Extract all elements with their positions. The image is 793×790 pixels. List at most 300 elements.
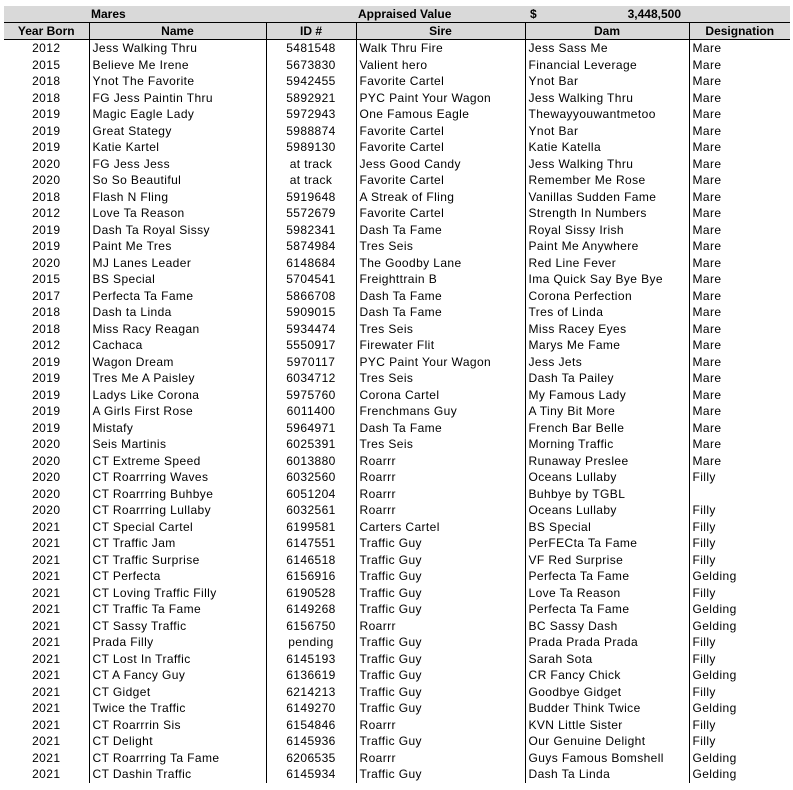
year-born-cell: 2021 [32,519,61,534]
table-row [4,222,790,239]
id-cell: 6149268 [266,601,356,618]
designation-cell: Mare [689,73,790,90]
currency-symbol: $ [530,7,537,21]
sire-cell: Walk Thru Fire [356,40,525,57]
dam-cell: KVN Little Sister [525,717,689,734]
year-born-cell: 2012 [32,338,61,352]
sire-cell: Traffic Guy [356,733,525,750]
dam-cell: A Tiny Bit More [525,403,689,420]
year-born-cell: 2021 [32,684,61,699]
designation-cell: Mare [689,420,790,437]
designation-cell: Mare [689,436,790,453]
name-cell: Seis Martinis [89,436,266,453]
name-cell: Tres Me A Paisley [89,370,266,387]
name-cell: Jess Walking Thru [89,40,266,57]
id-cell: 6154846 [266,717,356,734]
designation-cell: Mare [689,321,790,338]
designation-cell: Mare [689,387,790,404]
dam-cell: Prada Prada Prada [525,634,689,651]
designation-cell: Mare [689,90,790,107]
sire-cell: Tres Seis [356,370,525,387]
table-row [4,205,790,222]
id-cell: at track [266,156,356,173]
id-cell: 6156750 [266,618,356,635]
id-cell: at track [266,172,356,189]
year-born-cell: 2020 [32,453,61,468]
name-cell: Great Stategy [89,123,266,140]
id-cell: 5673830 [266,57,356,74]
header-dam: Dam [525,23,689,40]
designation-cell: Filly [689,634,790,651]
sire-cell: Roarrr [356,717,525,734]
year-born-cell: 2019 [32,404,61,418]
sire-cell: Dash Ta Fame [356,304,525,321]
table-row [4,57,790,74]
table-row [4,354,790,371]
designation-cell: Mare [689,354,790,371]
year-born-cell: 2018 [32,321,61,336]
sire-cell: Firewater Flit [356,337,525,354]
dam-cell: VF Red Surprise [525,552,689,569]
year-born-cell: 2018 [32,305,61,319]
id-cell: 6148684 [266,255,356,272]
table-row [4,172,790,189]
sire-cell: Frenchmans Guy [356,403,525,420]
dam-cell: Jess Walking Thru [525,90,689,107]
header-year-born: Year Born [4,23,89,40]
header-id: ID # [266,23,356,40]
sire-cell: Valient hero [356,57,525,74]
designation-cell: Filly [689,733,790,750]
sire-cell: Favorite Cartel [356,172,525,189]
name-cell: Katie Kartel [89,139,266,156]
year-born-cell: 2019 [32,387,61,402]
sire-cell: Roarrr [356,502,525,519]
id-cell: 6156916 [266,568,356,585]
designation-cell: Filly [689,502,790,519]
year-born-cell: 2019 [32,140,61,154]
dam-cell: Jess Sass Me [525,40,689,57]
year-born-cell: 2021 [32,536,61,550]
sire-cell: Favorite Cartel [356,139,525,156]
table-row [4,403,790,420]
dam-cell: BS Special [525,519,689,536]
designation-cell: Filly [689,651,790,668]
header-designation: Designation [689,23,790,40]
sire-cell: Traffic Guy [356,766,525,783]
name-cell: CT Sassy Traffic [89,618,266,635]
sire-cell: Tres Seis [356,321,525,338]
sire-cell: Traffic Guy [356,651,525,668]
table-row [4,700,790,717]
table-row [4,601,790,618]
year-born-cell: 2021 [32,668,61,682]
name-cell: CT Traffic Surprise [89,552,266,569]
dam-cell: Ynot Bar [525,123,689,140]
name-cell: CT Special Cartel [89,519,266,536]
designation-cell: Mare [689,106,790,123]
name-cell: So So Beautiful [89,172,266,189]
name-cell: Flash N Fling [89,189,266,206]
sire-cell: Traffic Guy [356,568,525,585]
sire-cell: Favorite Cartel [356,205,525,222]
designation-cell: Mare [689,304,790,321]
table-row [4,651,790,668]
title-blank-cell [689,6,790,23]
year-born-cell: 2019 [32,239,61,253]
sire-cell: PYC Paint Your Wagon [356,354,525,371]
sire-cell: One Famous Eagle [356,106,525,123]
designation-cell: Filly [689,684,790,701]
dam-cell: My Famous Lady [525,387,689,404]
table-row [4,370,790,387]
dam-cell: Sarah Sota [525,651,689,668]
dam-cell: Marys Me Fame [525,337,689,354]
id-cell: 6032561 [266,502,356,519]
dam-cell: Vanillas Sudden Fame [525,189,689,206]
sire-cell: Dash Ta Fame [356,222,525,239]
name-cell: CT Roarrrin Sis [89,717,266,734]
designation-cell: Mare [689,453,790,470]
designation-cell: Mare [689,172,790,189]
year-born-cell: 2020 [32,503,61,517]
title-blank-cell [4,6,89,23]
year-born-cell: 2020 [32,173,61,187]
dam-cell: Budder Think Twice [525,700,689,717]
year-born-cell: 2012 [32,206,61,220]
dam-cell: Financial Leverage [525,57,689,74]
designation-cell: Gelding [689,667,790,684]
id-cell: 5964971 [266,420,356,437]
dam-cell: Strength In Numbers [525,205,689,222]
table-row [4,73,790,90]
id-cell: 5975760 [266,387,356,404]
table-row [4,420,790,437]
id-cell: pending [266,634,356,651]
table-row [4,304,790,321]
id-cell: 6011400 [266,403,356,420]
id-cell: 5874984 [266,238,356,255]
year-born-cell: 2019 [32,222,61,237]
year-born-cell: 2019 [32,107,61,121]
name-cell: CT Traffic Jam [89,535,266,552]
name-cell: Perfecta Ta Fame [89,288,266,305]
name-cell: BS Special [89,271,266,288]
dam-cell: Dash Ta Pailey [525,370,689,387]
sire-cell: The Goodby Lane [356,255,525,272]
name-cell: FG Jess Paintin Thru [89,90,266,107]
sire-cell: Roarrr [356,618,525,635]
name-cell: Cachaca [89,337,266,354]
year-born-cell: 2019 [32,123,61,138]
year-born-cell: 2021 [32,750,61,765]
id-cell: 5989130 [266,139,356,156]
dam-cell: CR Fancy Chick [525,667,689,684]
table-row [4,288,790,305]
name-cell: CT Roarrring Lullaby [89,502,266,519]
name-cell: Dash ta Linda [89,304,266,321]
dam-cell: Jess Jets [525,354,689,371]
id-cell: 6032560 [266,469,356,486]
name-cell: CT Roarrring Buhbye [89,486,266,503]
designation-cell: Filly [689,469,790,486]
id-cell: 6199581 [266,519,356,536]
year-born-cell: 2021 [32,569,61,583]
id-cell: 5481548 [266,40,356,57]
header-name: Name [89,23,266,40]
id-cell: 6146518 [266,552,356,569]
table-row [4,717,790,734]
table-row [4,667,790,684]
year-born-cell: 2012 [32,41,61,55]
designation-cell: Gelding [689,618,790,635]
name-cell: Love Ta Reason [89,205,266,222]
dam-cell: Oceans Lullaby [525,502,689,519]
designation-cell: Mare [689,288,790,305]
dam-cell: Jess Walking Thru [525,156,689,173]
table-row [4,634,790,651]
dam-cell: Oceans Lullaby [525,469,689,486]
dam-cell: Morning Traffic [525,436,689,453]
dam-cell: Miss Racey Eyes [525,321,689,338]
year-born-cell: 2019 [32,371,61,385]
designation-cell: Mare [689,255,790,272]
year-born-cell: 2017 [32,288,61,303]
id-cell: 5550917 [266,337,356,354]
dam-cell: Corona Perfection [525,288,689,305]
name-cell: Miss Racy Reagan [89,321,266,338]
id-cell: 6034712 [266,370,356,387]
table-row [4,469,790,486]
sire-cell: Tres Seis [356,436,525,453]
table-row [4,106,790,123]
designation-cell: Gelding [689,766,790,783]
dam-cell: BC Sassy Dash [525,618,689,635]
table-row [4,552,790,569]
id-cell: 6214213 [266,684,356,701]
name-cell: Mistafy [89,420,266,437]
designation-cell: Mare [689,271,790,288]
designation-cell: Mare [689,205,790,222]
table-row [4,733,790,750]
table-row [4,123,790,140]
name-cell: CT Perfecta [89,568,266,585]
header-sire: Sire [356,23,525,40]
sire-cell: Traffic Guy [356,667,525,684]
dam-cell: Red Line Fever [525,255,689,272]
designation-cell: Mare [689,57,790,74]
year-born-cell: 2015 [32,57,61,72]
id-cell: 6136619 [266,667,356,684]
sire-cell: Corona Cartel [356,387,525,404]
id-cell: 6051204 [266,486,356,503]
year-born-cell: 2021 [32,552,61,567]
year-born-cell: 2019 [32,354,61,369]
dam-cell: Perfecta Ta Fame [525,568,689,585]
year-born-cell: 2020 [32,156,61,171]
sire-cell: Traffic Guy [356,552,525,569]
sire-cell: Tres Seis [356,238,525,255]
year-born-cell: 2021 [32,701,61,715]
sire-cell: Roarrr [356,453,525,470]
name-cell: CT Traffic Ta Fame [89,601,266,618]
id-cell: 5988874 [266,123,356,140]
table-row [4,519,790,536]
mares-table [4,6,790,783]
table-row [4,684,790,701]
id-cell: 6147551 [266,535,356,552]
designation-cell: Filly [689,519,790,536]
designation-cell: Gelding [689,568,790,585]
designation-cell [689,486,790,503]
table-row [4,337,790,354]
designation-cell: Mare [689,123,790,140]
designation-cell: Gelding [689,700,790,717]
name-cell: CT Roarrring Ta Fame [89,750,266,767]
name-cell: Wagon Dream [89,354,266,371]
dam-cell: Royal Sissy Irish [525,222,689,239]
year-born-cell: 2018 [32,74,61,88]
sire-cell: Carters Cartel [356,519,525,536]
year-born-cell: 2020 [32,470,61,484]
id-cell: 5942455 [266,73,356,90]
dam-cell: Our Genuine Delight [525,733,689,750]
sire-cell: Roarrr [356,750,525,767]
header-row [4,23,790,40]
name-cell: Ynot The Favorite [89,73,266,90]
sire-cell: Traffic Guy [356,535,525,552]
appraised-amount: 3,448,500 [627,7,681,21]
dam-cell: Katie Katella [525,139,689,156]
designation-cell: Filly [689,552,790,569]
table-row [4,618,790,635]
table-row [4,766,790,783]
year-born-cell: 2020 [32,486,61,501]
id-cell: 6145936 [266,733,356,750]
designation-cell: Mare [689,370,790,387]
id-cell: 6149270 [266,700,356,717]
name-cell: CT Dashin Traffic [89,766,266,783]
table-row [4,535,790,552]
dam-cell: Tres of Linda [525,304,689,321]
spreadsheet [4,6,790,783]
year-born-cell: 2020 [32,437,61,451]
year-born-cell: 2019 [32,420,61,435]
year-born-cell: 2021 [32,651,61,666]
sire-cell: A Streak of Fling [356,189,525,206]
designation-cell: Mare [689,189,790,206]
name-cell: CT Loving Traffic Filly [89,585,266,602]
name-cell: CT Lost In Traffic [89,651,266,668]
id-cell: 6013880 [266,453,356,470]
appraised-value-label: Appraised Value [356,6,525,23]
name-cell: FG Jess Jess [89,156,266,173]
name-cell: CT A Fancy Guy [89,667,266,684]
dam-cell: Paint Me Anywhere [525,238,689,255]
designation-cell: Filly [689,535,790,552]
table-row [4,139,790,156]
sire-cell: Roarrr [356,486,525,503]
id-cell: 5704541 [266,271,356,288]
year-born-cell: 2021 [32,602,61,616]
dam-cell: Guys Famous Bomshell [525,750,689,767]
designation-cell: Mare [689,403,790,420]
year-born-cell: 2021 [32,585,61,600]
name-cell: CT Gidget [89,684,266,701]
sire-cell: Traffic Guy [356,684,525,701]
name-cell: Twice the Traffic [89,700,266,717]
designation-cell: Filly [689,717,790,734]
dam-cell: Love Ta Reason [525,585,689,602]
year-born-cell: 2015 [32,272,61,286]
year-born-cell: 2021 [32,767,61,781]
name-cell: Dash Ta Royal Sissy [89,222,266,239]
year-born-cell: 2018 [32,189,61,204]
table-row [4,321,790,338]
id-cell: 5892921 [266,90,356,107]
year-born-cell: 2020 [32,255,61,270]
name-cell: Paint Me Tres [89,238,266,255]
sire-cell: Freighttrain B [356,271,525,288]
id-cell: 5572679 [266,205,356,222]
dam-cell: French Bar Belle [525,420,689,437]
id-cell: 6206535 [266,750,356,767]
id-cell: 6190528 [266,585,356,602]
dam-cell: Goodbye Gidget [525,684,689,701]
table-row [4,453,790,470]
year-born-cell: 2021 [32,717,61,732]
id-cell: 5970117 [266,354,356,371]
sire-cell: Traffic Guy [356,601,525,618]
table-body [4,40,790,783]
designation-cell: Mare [689,40,790,57]
table-row [4,255,790,272]
table-row [4,238,790,255]
dam-cell: Ynot Bar [525,73,689,90]
designation-cell: Mare [689,156,790,173]
table-row [4,271,790,288]
name-cell: Ladys Like Corona [89,387,266,404]
dam-cell: Remember Me Rose [525,172,689,189]
id-cell: 6145934 [266,766,356,783]
table-row [4,387,790,404]
table-row [4,568,790,585]
sire-cell: Traffic Guy [356,700,525,717]
sire-cell: Roarrr [356,469,525,486]
designation-cell: Mare [689,139,790,156]
name-cell: Prada Filly [89,634,266,651]
table-row [4,156,790,173]
table-row [4,90,790,107]
id-cell: 6025391 [266,436,356,453]
name-cell: CT Delight [89,733,266,750]
dam-cell: Perfecta Ta Fame [525,601,689,618]
year-born-cell: 2021 [32,734,61,748]
designation-cell: Mare [689,337,790,354]
table-row [4,750,790,767]
table-row [4,40,790,57]
sire-cell: Jess Good Candy [356,156,525,173]
designation-cell: Mare [689,222,790,239]
sheet-label: Mares [89,6,266,23]
dam-cell: Ima Quick Say Bye Bye [525,271,689,288]
id-cell: 5972943 [266,106,356,123]
name-cell: Magic Eagle Lady [89,106,266,123]
table-row [4,502,790,519]
sire-cell: Traffic Guy [356,634,525,651]
id-cell: 6145193 [266,651,356,668]
sire-cell: Favorite Cartel [356,73,525,90]
